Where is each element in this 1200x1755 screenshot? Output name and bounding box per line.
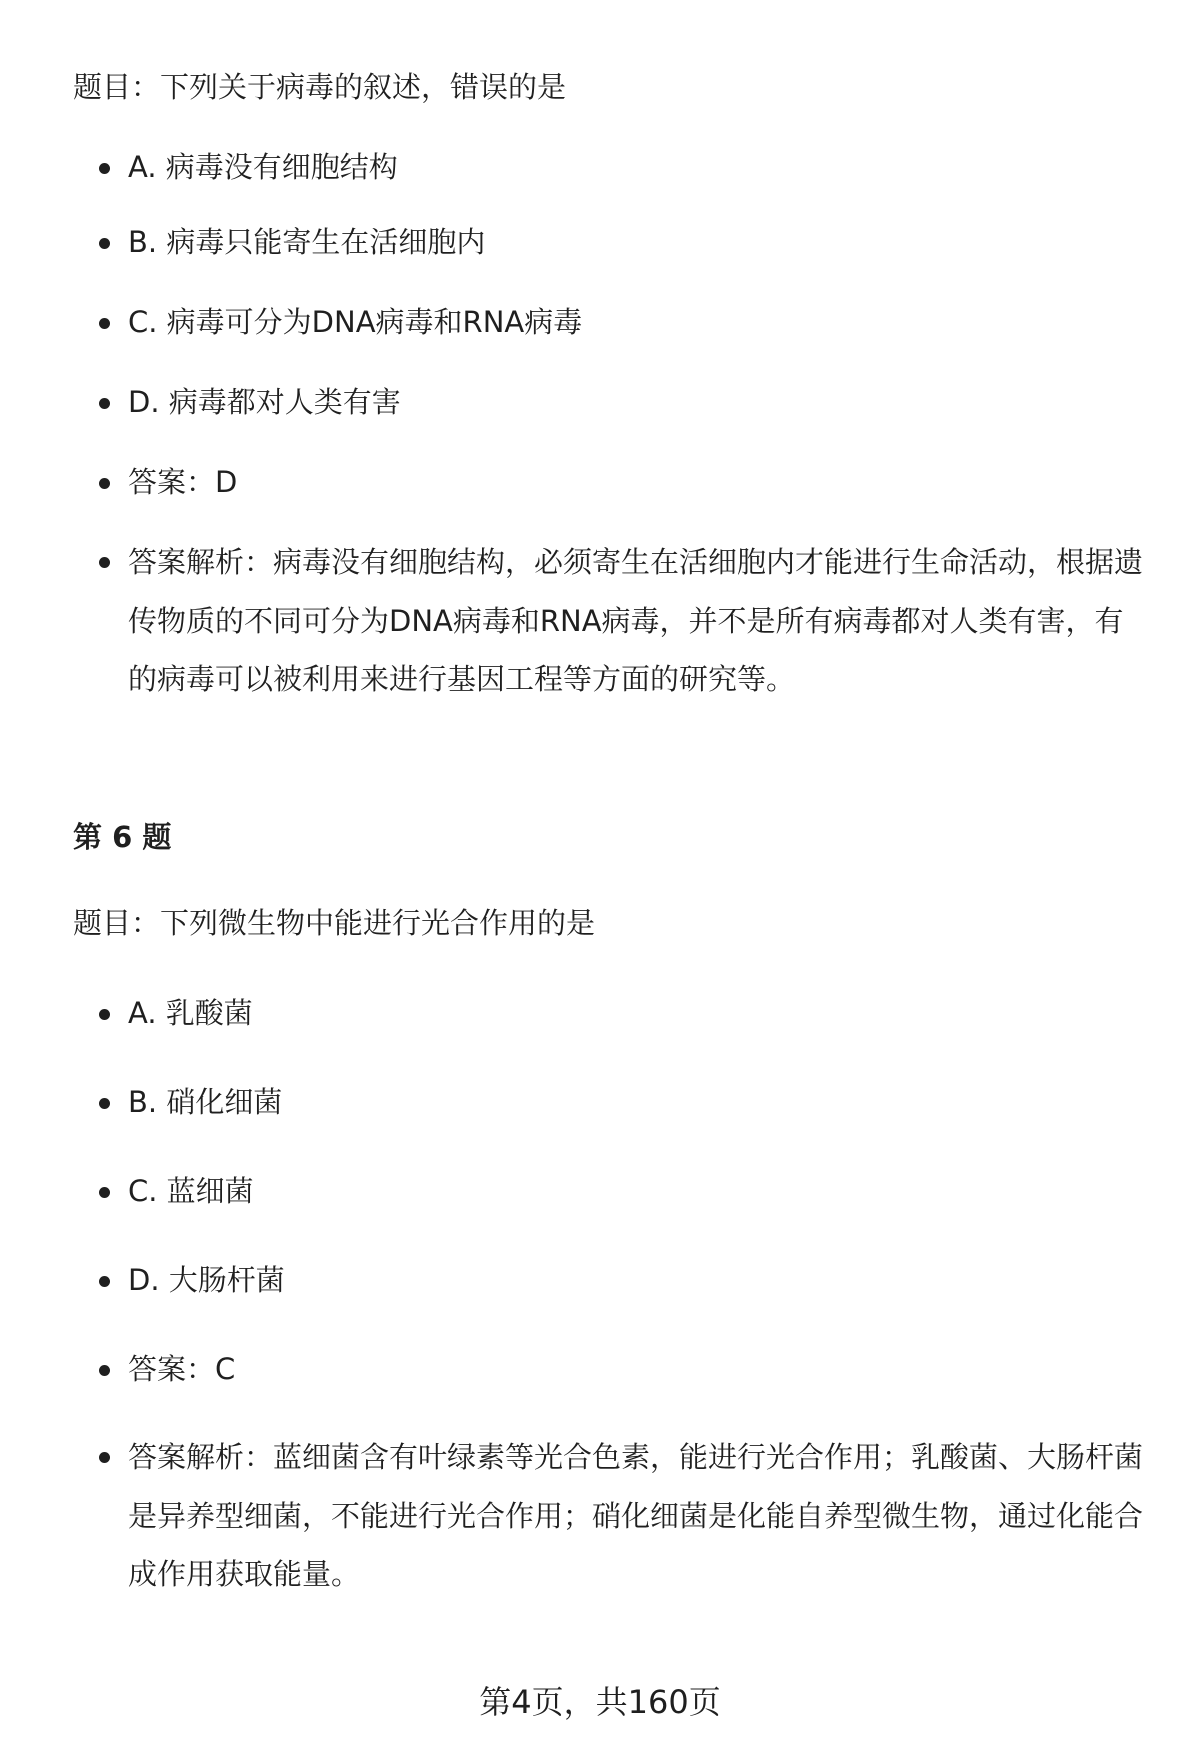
- question-stem: 题目：下列微生物中能进行光合作用的是: [73, 906, 596, 940]
- option-c: C. 病毒可分为DNA病毒和RNA病毒: [128, 302, 1148, 342]
- option-b: B. 病毒只能寄生在活细胞内: [128, 222, 1148, 262]
- option-b: B. 硝化细菌: [128, 1082, 1148, 1122]
- page-number: 第4页，共160页: [479, 1683, 721, 1721]
- option-c: C. 蓝细菌: [128, 1171, 1148, 1211]
- option-d: D. 病毒都对人类有害: [128, 382, 1148, 422]
- question-heading: 第 6 题: [73, 820, 172, 854]
- answer-analysis: 答案解析：蓝细菌含有叶绿素等光合色素，能进行光合作用；乳酸菌、大肠杆菌是异养型细菌，不能进行光合作用；硝化细菌是化能自养型微生物，通过化能合成作用获取能量。: [128, 1428, 1148, 1604]
- answer: 答案：D: [128, 462, 1148, 502]
- option-d: D. 大肠杆菌: [128, 1260, 1148, 1300]
- answer-analysis: 答案解析：病毒没有细胞结构，必须寄生在活细胞内才能进行生命活动，根据遗传物质的不同可分为DNA病毒和RNA病毒，并不是所有病毒都对人类有害，有的病毒可以被利用来进行基因工程等方面的研究等。: [128, 533, 1148, 709]
- question-stem: 题目：下列关于病毒的叙述，错误的是: [73, 70, 567, 104]
- answer: 答案：C: [128, 1349, 1148, 1389]
- option-a: A. 乳酸菌: [128, 993, 1148, 1033]
- option-a: A. 病毒没有细胞结构: [128, 147, 1148, 187]
